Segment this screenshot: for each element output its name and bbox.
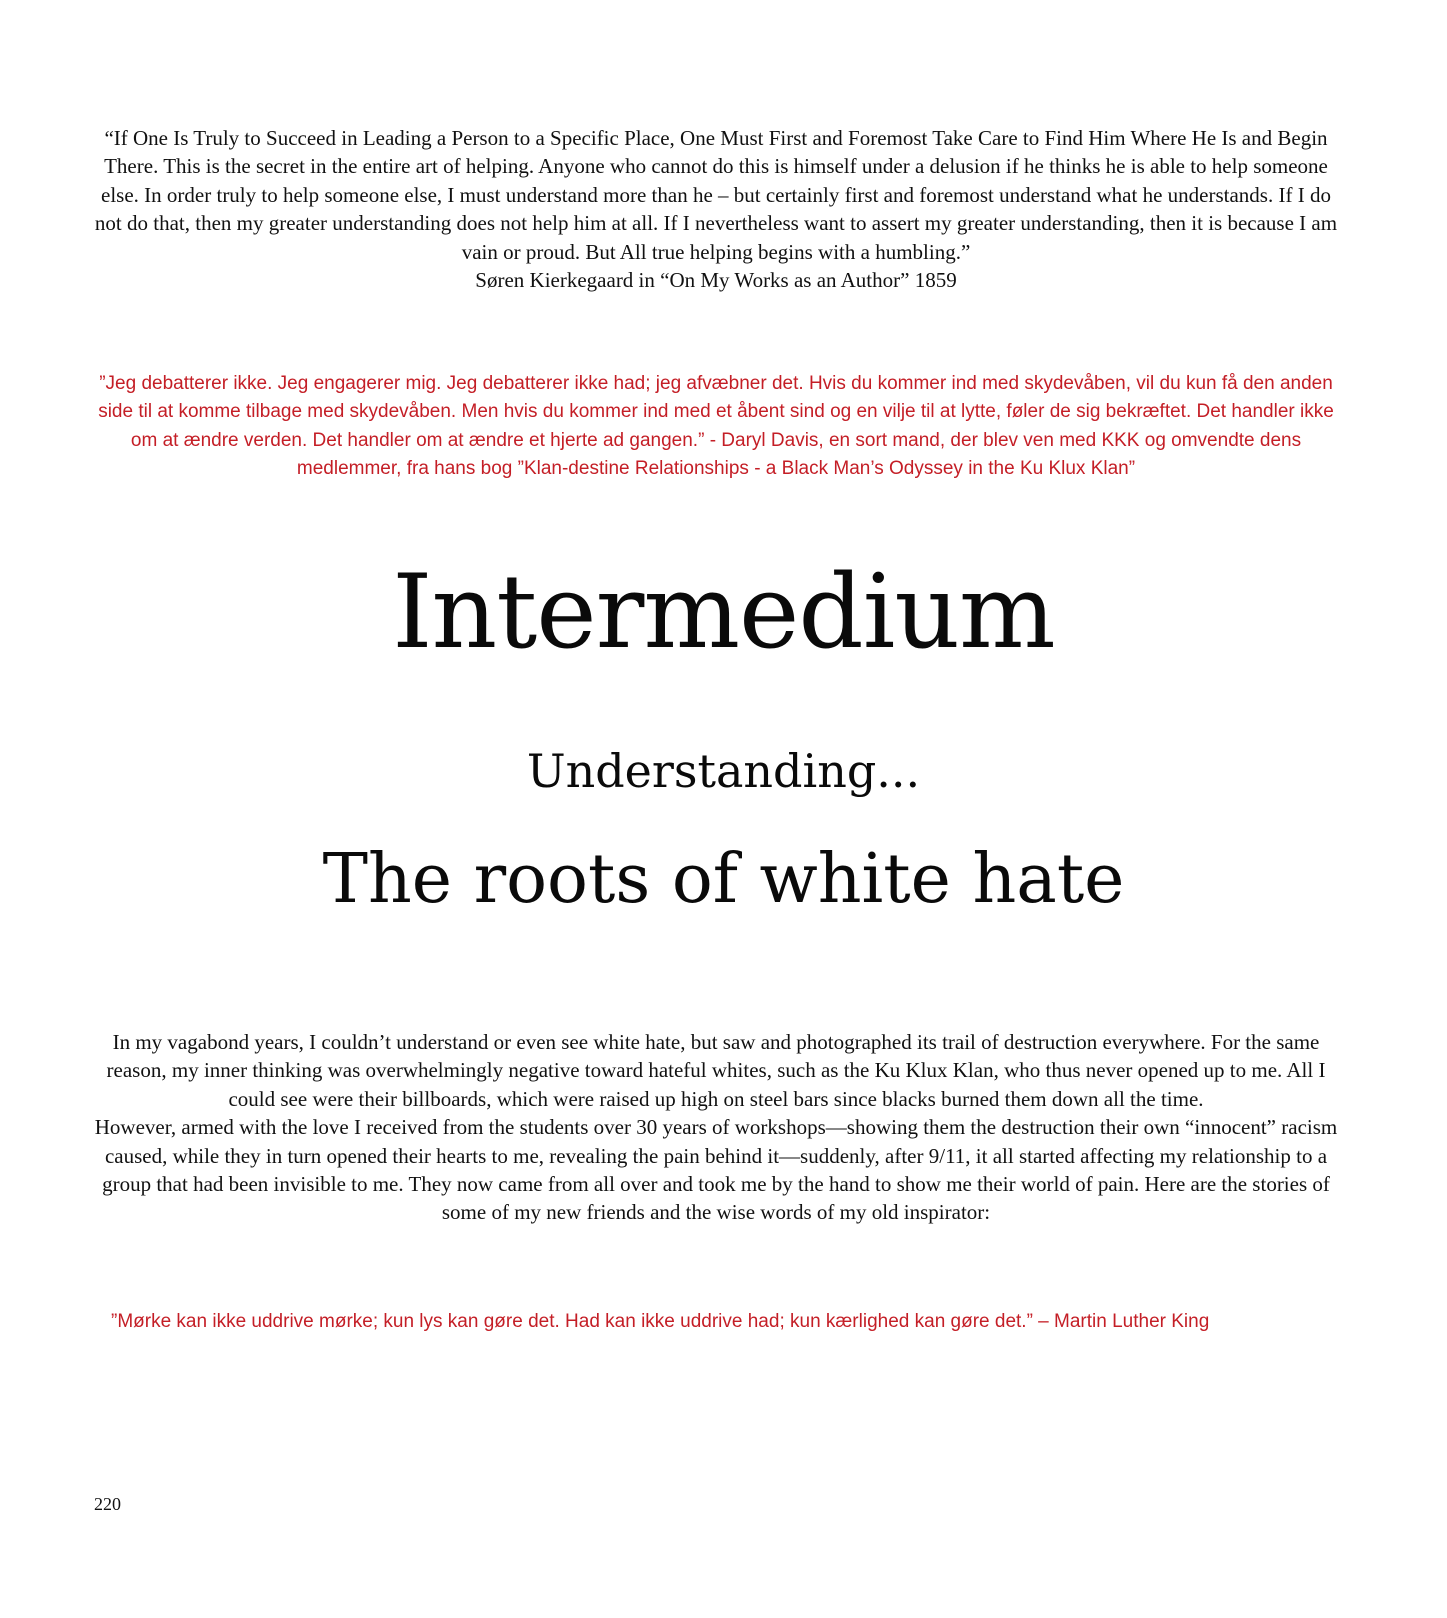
page-title: Intermedium xyxy=(392,553,1055,672)
body-text xyxy=(94,1028,1338,1227)
daryl-davis-quote: ”Jeg debatterer ikke. Jeg engagerer mig. Jeg debatterer ikke had; jeg afvæbner det. Hvis du kommer ind med skydevåben, vil du kun få den anden side til at komme tilbage med skydevåben. Men hvis du kommer ind med et åbent sind og en vilje til at lytte, føler de sig bekræftet. Det handler ikke om at ændre verden. Det handler om at ændre et hjerte ad gangen.” - Daryl Davis, en sort mand, der blev ven med KKK og omvendte dens medlemmer, fra hans bog ”Klan-destine Relationships - a Black Man’s Odyssey in the Ku Klux Klan” xyxy=(98,373,1334,480)
page-subtitle: Understanding... xyxy=(526,744,921,798)
page-number: 220 xyxy=(94,1494,121,1514)
kierkegaard-quote xyxy=(94,124,1338,294)
mlk-quote: ”Mørke kan ikke uddrive mørke; kun lys kan gøre det. Had kan ikke uddrive had; kun kærlighed kan gøre det.” – Martin Luther King xyxy=(111,1311,1210,1332)
kierkegaard-quote-text: “If One Is Truly to Succeed in Leading a Person to a Specific Place, One Must First and Foremost Take Care to Find Him Where He Is and Begin There. This is the secret in the entire art of helping. Anyone who cannot do this is himself under a delusion if he thinks he is able to help someone else. In order truly to help someone else, I must understand more than he – but certainly first and foremost understand what he understands. If I do not do that, then my greater understanding does not help him at all. If I nevertheless want to assert my greater understanding, then it is because I am vain or proud. But All true helping begins with a humbling.” xyxy=(94,126,1338,264)
page-subtitle-main: The roots of white hate xyxy=(322,840,1125,919)
body-paragraph-2: However, armed with the love I received from the students over 30 years of workshops—showing them the destruction their own “innocent” racism caused, while they in turn opened their hearts to me, revealing the pain behind it—suddenly, after 9/11, it all started affecting my relationship to a group that had been invisible to me. They now came from all over and took me by the hand to show me their world of pain. Here are the stories of some of my new friends and the wise words of my old inspirator: xyxy=(94,1115,1338,1225)
body-paragraph-1: In my vagabond years, I couldn’t understand or even see white hate, but saw and photographed its trail of destruction everywhere. For the same reason, my inner thinking was overwhelmingly negative toward hateful whites, such as the Ku Klux Klan, who thus never opened up to me. All I could see were their billboards, which were raised up high on steel bars since blacks burned them down all the time. xyxy=(106,1030,1326,1111)
kierkegaard-attribution: Søren Kierkegaard in “On My Works as an Author” 1859 xyxy=(475,268,957,293)
